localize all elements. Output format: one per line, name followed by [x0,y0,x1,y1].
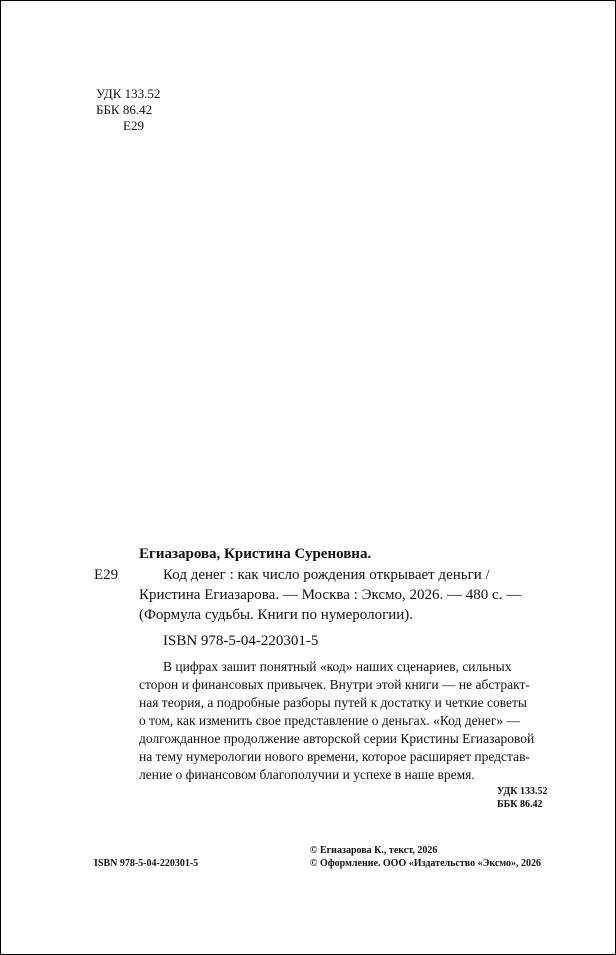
top-author-mark: Е29 [123,118,144,133]
annotation-line-5: долгожданное продолжение авторской серии Кристины Егиазаровой [139,731,535,746]
footer-isbn: ISBN 978-5-04-220301-5 [94,858,199,869]
bottom-udk-code: УДК 133.52 [497,786,548,797]
annotation-line-4: о том, как изменить свое представление о деньгах. «Код денег» — [139,713,521,728]
annotation-line-7: ление о финансовом благополучии и успехе в наше время. [139,767,475,782]
annotation-line-3: ная теория, а подробные разборы путей к достатку и четкие советы [139,695,527,710]
top-udk-code: УДК 133.52 [96,86,161,101]
annotation-line-6: на тему нумерологии нового времени, которое расширяет представ- [139,749,530,764]
title-line-2: Кристина Егиазарова. — Москва : Эксмо, 2026. — 480 с. — [139,587,522,603]
title-line-1: Код денег : как число рождения открывает деньги / [163,567,490,583]
annotation-line-2: сторон и финансовых привычек. Внутри этой книги — не абстракт- [139,677,530,692]
bottom-bbk-code: ББК 86.42 [497,799,543,810]
annotation-line-1: В цифрах зашит понятный «код» наших сценариев, сильных [163,659,512,674]
author-heading: Егиазарова, Кристина Суреновна. [139,546,372,562]
top-bbk-code: ББК 86.42 [96,102,153,117]
record-isbn: ISBN 978-5-04-220301-5 [163,633,319,649]
record-author-mark: Е29 [94,567,119,583]
copyright-design: © Оформление. ООО «Издательство «Эксмо», 2026 [310,858,541,869]
title-line-3: (Формула судьбы. Книги по нумерологии). [139,607,414,623]
copyright-text: © Егиазарова К., текст, 2026 [310,845,438,856]
